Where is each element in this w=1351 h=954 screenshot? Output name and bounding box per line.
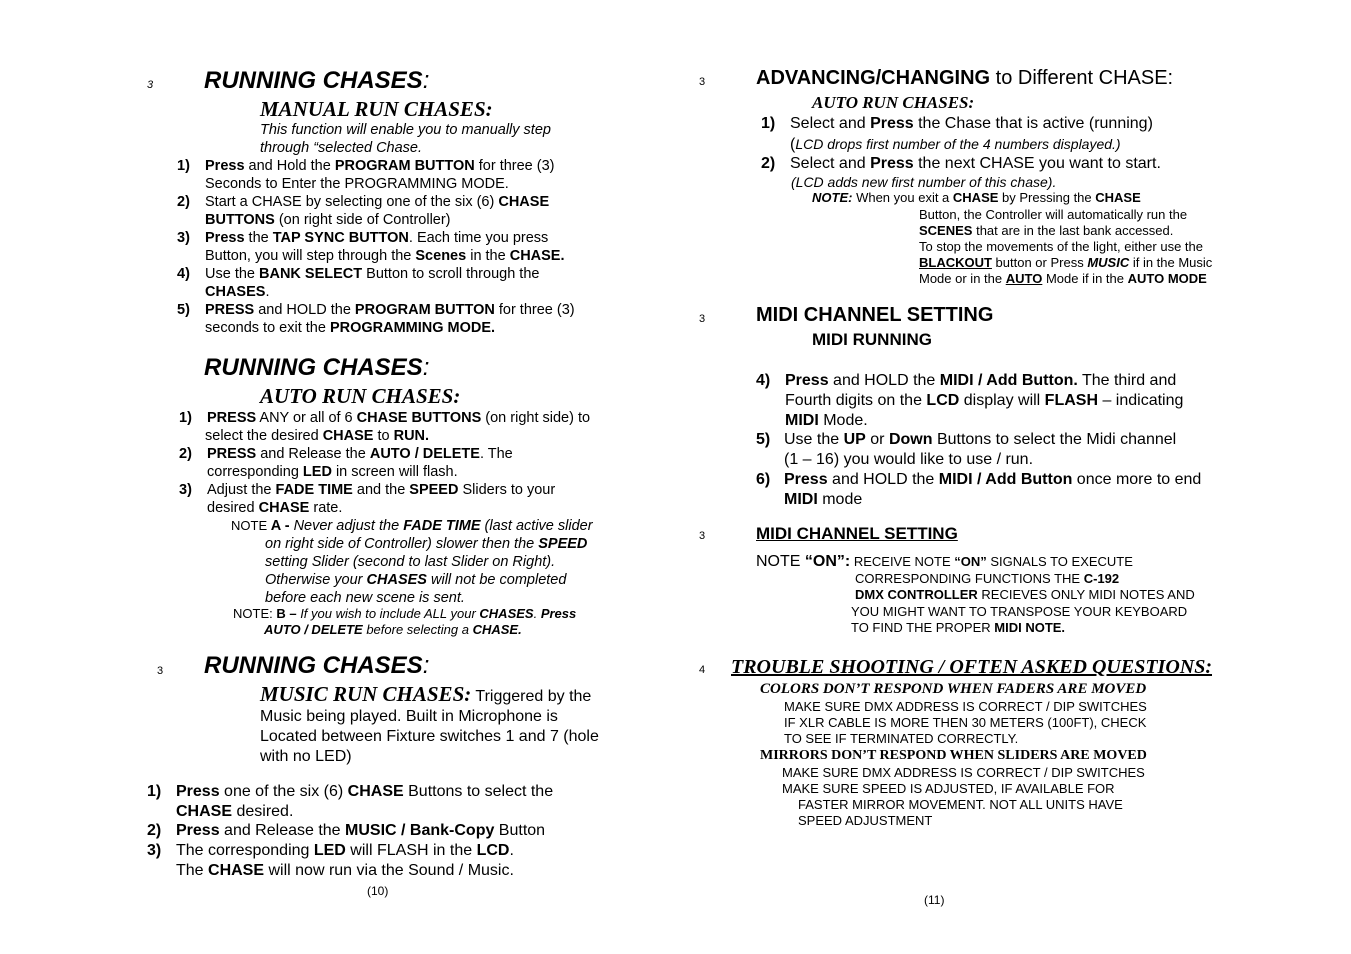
section-subtitle: MANUAL RUN CHASES: — [260, 97, 493, 121]
answer-line: TO SEE IF TERMINATED CORRECTLY. — [784, 731, 1019, 746]
section-title: ADVANCING/CHANGING to Different CHASE: — [756, 67, 1174, 89]
step-line: Press and HOLD the MIDI / Add Button. The third and — [785, 372, 1177, 389]
title-text: RUNNING CHASES — [204, 67, 423, 94]
midi-note-line: NOTE “ON”: RECEIVE NOTE “ON” SIGNALS TO EXECUTE — [756, 553, 1133, 570]
section-subtitle: AUTO RUN CHASES: — [260, 384, 461, 408]
question: COLORS DON’T RESPOND WHEN FADERS ARE MOVED — [760, 681, 1147, 697]
music-intro-line: Located between Fixture switches 1 and 7 (hole — [260, 728, 599, 745]
step-number: 5) — [177, 302, 190, 318]
step-line: (LCD adds new first number of this chase). — [791, 174, 1057, 190]
step-line: Press one of the six (6) CHASE Buttons to select the — [176, 783, 554, 800]
step-line: CHASES. — [205, 284, 270, 300]
step-line: (LCD drops first number of the 4 numbers displayed.) — [790, 136, 1121, 153]
note-line: BLACKOUT button or Press MUSIC if in the Music — [919, 255, 1213, 270]
title-colon: : — [422, 652, 430, 679]
step-number: 3) — [147, 842, 162, 859]
page-number: (11) — [924, 893, 945, 907]
step-line: Select and Press the next CHASE you want to start. — [790, 155, 1161, 172]
step-line: The CHASE will now run via the Sound / Music. — [176, 862, 514, 879]
step-line: PRESS and Release the AUTO / DELETE. The — [207, 446, 513, 462]
section-title: MIDI CHANNEL SETTING — [756, 304, 994, 326]
section-marker: 3 — [699, 313, 706, 325]
answer-line: IF XLR CABLE IS MORE THEN 30 METERS (100FT), CHECK — [784, 715, 1147, 730]
note-a-line: setting Slider (second to last Slider on Right). — [265, 554, 556, 570]
note-line: Mode or in the AUTO Mode if in the AUTO MODE — [919, 271, 1207, 286]
intro-line: This function will enable you to manually step — [260, 122, 551, 138]
step-line: CHASE desired. — [176, 803, 294, 820]
note-a-line: before each new scene is sent. — [265, 590, 465, 606]
step-line: BUTTONS (on right side of Controller) — [205, 212, 451, 228]
step-line: Press and Release the MUSIC / Bank-Copy Button — [176, 822, 546, 839]
answer-line: MAKE SURE DMX ADDRESS IS CORRECT / DIP SWITCHES — [782, 765, 1145, 780]
answer-line: MAKE SURE SPEED IS ADJUSTED, IF AVAILABLE FOR — [782, 781, 1115, 796]
step-number: 6) — [756, 471, 771, 488]
note-line: NOTE: When you exit a CHASE by Pressing the CHASE — [812, 190, 1141, 205]
music-intro-line: Music being played. Built in Microphone is — [260, 708, 558, 725]
music-intro-line: with no LED) — [260, 748, 352, 765]
step-number: 4) — [756, 372, 771, 389]
intro-line: through “selected Chase. — [260, 140, 423, 156]
step-line: Adjust the FADE TIME and the SPEED Sliders to your — [207, 482, 556, 498]
step-number: 1) — [179, 410, 192, 426]
step-number: 3) — [179, 482, 192, 498]
midi-note-line: YOU MIGHT WANT TO TRANSPOSE YOUR KEYBOARD — [851, 604, 1188, 619]
section-marker: 3 — [147, 79, 154, 91]
section-title: MIDI CHANNEL SETTING — [756, 524, 958, 543]
step-line: Select and Press the Chase that is active (running) — [790, 115, 1153, 132]
answer-line: FASTER MIRROR MOVEMENT. NOT ALL UNITS HAVE — [798, 797, 1123, 812]
page-number: (10) — [367, 884, 389, 898]
music-intro-line: MUSIC RUN CHASES: Triggered by the — [260, 682, 592, 706]
step-line: Press and HOLD the MIDI / Add Button once more to end — [784, 471, 1202, 488]
section-marker: 3 — [699, 76, 706, 88]
title-text: RUNNING CHASES — [204, 652, 423, 679]
step-number: 1) — [147, 783, 162, 800]
midi-note-line: TO FIND THE PROPER MIDI NOTE. — [851, 620, 1066, 635]
step-line: Seconds to Enter the PROGRAMMING MODE. — [205, 176, 509, 192]
answer-line: SPEED ADJUSTMENT — [798, 813, 933, 828]
midi-note-line: DMX CONTROLLER RECIEVES ONLY MIDI NOTES AND — [855, 587, 1195, 602]
question: MIRRORS DON’T RESPOND WHEN SLIDERS ARE MOVED — [760, 748, 1147, 763]
step-number: 5) — [756, 431, 771, 448]
section-marker: 4 — [699, 664, 706, 676]
step-line: (1 – 16) you would like to use / run. — [784, 451, 1034, 468]
section-subtitle: MIDI RUNNING — [812, 330, 932, 349]
step-number: 3) — [177, 230, 190, 246]
section-title — [204, 354, 429, 382]
step-line: Start a CHASE by selecting one of the six (6) CHASE — [205, 194, 550, 210]
note-line: Button, the Controller will automatically run the — [919, 207, 1188, 222]
note-a-line: NOTE A - Never adjust the FADE TIME (last active slider — [231, 518, 593, 534]
section-marker: 3 — [699, 530, 706, 542]
step-line: Use the BANK SELECT Button to scroll through the — [205, 266, 540, 282]
section-title — [204, 652, 429, 680]
section-title: TROUBLE SHOOTING / OFTEN ASKED QUESTIONS: — [731, 656, 1212, 678]
section-marker: 3 — [157, 665, 164, 677]
midi-note-line: CORRESPONDING FUNCTIONS THE C-192 — [855, 571, 1120, 586]
step-number: 2) — [147, 822, 162, 839]
step-number: 1) — [761, 115, 776, 132]
step-line: The corresponding LED will FLASH in the LCD. — [176, 842, 514, 859]
step-line: MIDI mode — [784, 491, 863, 508]
step-number: 2) — [761, 155, 776, 172]
section-subtitle: AUTO RUN CHASES: — [812, 93, 975, 112]
step-line: PRESS and HOLD the PROGRAM BUTTON for three (3) — [205, 302, 575, 318]
step-line: Fourth digits on the LCD display will FLASH – indicating — [785, 392, 1184, 409]
step-line: MIDI Mode. — [785, 412, 868, 429]
answer-line: MAKE SURE DMX ADDRESS IS CORRECT / DIP SWITCHES — [784, 699, 1147, 714]
note-line: SCENES that are in the last bank accessed. — [919, 223, 1174, 238]
section-title — [204, 67, 429, 95]
title-colon: : — [422, 67, 430, 94]
step-number: 4) — [177, 266, 190, 282]
note-a-line: Otherwise your CHASES will not be completed — [265, 572, 567, 588]
step-line: seconds to exit the PROGRAMMING MODE. — [205, 320, 496, 336]
note-line: To stop the movements of the light, either use the — [919, 239, 1203, 254]
step-line: corresponding LED in screen will flash. — [207, 464, 458, 480]
step-line: Press the TAP SYNC BUTTON. Each time you press — [205, 230, 549, 246]
step-line: PRESS ANY or all of 6 CHASE BUTTONS (on right side) to — [207, 410, 591, 426]
step-line: Button, you will step through the Scenes in the CHASE. — [205, 248, 565, 264]
step-line: Use the UP or Down Buttons to select the Midi channel — [784, 431, 1177, 448]
note-b-line: AUTO / DELETE before selecting a CHASE. — [264, 622, 522, 637]
step-number: 2) — [179, 446, 192, 462]
step-line: desired CHASE rate. — [207, 500, 343, 516]
step-number: 1) — [177, 158, 190, 174]
title-text: RUNNING CHASES — [204, 354, 423, 381]
step-line: Press and Hold the PROGRAM BUTTON for three (3) — [205, 158, 555, 174]
title-colon: : — [422, 354, 430, 381]
note-a-line: on right side of Controller) slower then the SPEED — [265, 536, 588, 552]
note-b-line: NOTE: B – If you wish to include ALL your CHASES. Press — [233, 606, 577, 621]
step-number: 2) — [177, 194, 190, 210]
step-line: select the desired CHASE to RUN. — [205, 428, 430, 444]
